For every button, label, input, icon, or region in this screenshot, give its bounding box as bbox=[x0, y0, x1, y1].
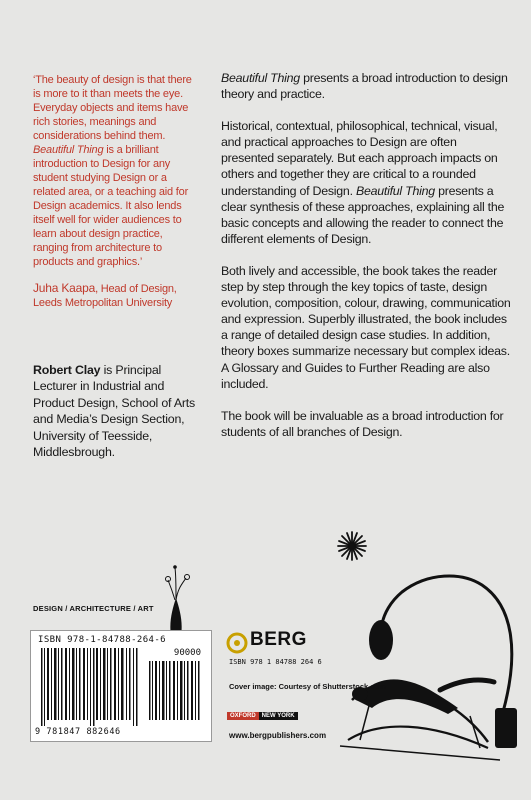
quote-attribution-name: Juha Kaapa bbox=[33, 281, 96, 295]
berg-logo-text: BERG bbox=[250, 629, 307, 650]
berg-logo-icon bbox=[226, 632, 248, 654]
description-book-title: Beautiful Thing bbox=[221, 71, 300, 85]
imprint-oxford: OXFORD bbox=[227, 712, 259, 720]
quote-text-2: is a brilliant introduction to Design for any student studying Design or a related area, or a teaching aid for Design academics. It also lends itself well for wider audiences to learn about design practice, ranging from architecture to products and graphics.’ bbox=[33, 144, 189, 268]
barcode-box bbox=[30, 630, 212, 742]
vase-icon bbox=[166, 565, 190, 640]
barcode-icon bbox=[31, 631, 211, 741]
description-p2-text-a: Historical, contextual, philosophical, technical, visual, and practical approaches to Design are often presented separately. But each approach impacts on others and together they are critical to a rounded understanding of Design. bbox=[221, 119, 498, 198]
quote-text-1: ‘The beauty of design is that there is more to it than meets the eye. Everyday objects and items have rich stories, meanings and considerations behind them. bbox=[33, 74, 192, 142]
barcode-price-code: 90000 bbox=[173, 648, 201, 658]
cover-image-credit: Cover image: Courtesy of Shutterstock.com bbox=[229, 682, 386, 691]
chaise-lounge-icon bbox=[340, 679, 500, 760]
imprint-new-york: NEW YORK bbox=[259, 712, 298, 720]
arc-lamp-icon bbox=[369, 576, 517, 748]
description-p2-title: Beautiful Thing bbox=[355, 183, 435, 198]
publisher-website: www.bergpublishers.com bbox=[229, 731, 327, 740]
barcode-digits: 9 781847 882646 bbox=[35, 727, 121, 737]
author-name: Robert Clay bbox=[33, 363, 101, 377]
description-p2-text-b: presents a clear synthesis of these approaches, explaining all the basic concepts and allowing the reader to connect the different elements of Design. bbox=[221, 183, 505, 246]
description-paragraph-3: Both lively and accessible, the book takes the reader step by step through the key topics of taste, design evolution, composition, colour, drawing, communication and expression. Superbly illustrated, the book includes a range of detailed design case studies. In addition, theory boxes summarize necessary but complex ideas. A Glossary and Guides to Further Reading are also included. bbox=[221, 263, 511, 391]
starburst-clock-icon bbox=[338, 532, 366, 560]
description-p1-text: presents a broad introduction to design theory and practice. bbox=[221, 71, 508, 102]
description-paragraph-4: The book will be invaluable as a broad introduction for students of all branches of Design. bbox=[221, 408, 504, 439]
quote-book-title: Beautiful Thing bbox=[33, 144, 104, 156]
publisher-isbn: ISBN 978 1 84788 264 6 bbox=[229, 658, 322, 666]
author-bio-text: is Principal Lecturer in Industrial and Product Design, School of Arts and Media’s Design Section, University of Teesside, Middlesbrough. bbox=[33, 363, 196, 460]
barcode-isbn: ISBN 978-1-84788-264-6 bbox=[38, 635, 167, 645]
quote-attribution-role: , Head of Design, Leeds Metropolitan University bbox=[33, 283, 177, 309]
subject-category: DESIGN / ARCHITECTURE / ART bbox=[33, 604, 154, 613]
imprint-locations bbox=[227, 712, 298, 720]
